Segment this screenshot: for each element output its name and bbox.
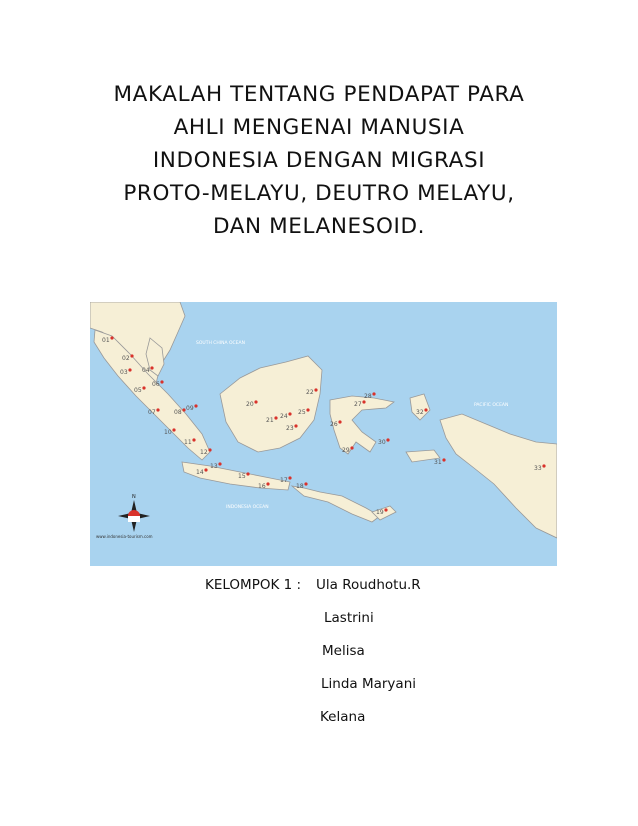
capital-dot bbox=[314, 388, 317, 391]
capital-dot bbox=[372, 392, 375, 395]
capital-dot bbox=[542, 464, 545, 467]
capital-dot bbox=[246, 472, 249, 475]
province-number-05: 05 bbox=[134, 387, 142, 394]
title-line-2: AHLI MENGENAI MANUSIA bbox=[173, 115, 465, 140]
province-number-17: 17 bbox=[280, 477, 288, 484]
capital-dot bbox=[160, 380, 163, 383]
province-number-22: 22 bbox=[306, 389, 314, 396]
capital-dot bbox=[384, 508, 387, 511]
province-number-07: 07 bbox=[148, 409, 156, 416]
capital-dot bbox=[424, 408, 427, 411]
province-number-12: 12 bbox=[200, 449, 208, 456]
title-line-5: DAN MELANESOID. bbox=[212, 214, 426, 239]
capital-dot bbox=[386, 438, 389, 441]
capital-dot bbox=[208, 448, 211, 451]
south-china-sea-label: SOUTH CHINA OCEAN bbox=[196, 341, 245, 346]
capital-dot bbox=[156, 408, 159, 411]
province-number-25: 25 bbox=[298, 409, 306, 416]
capital-dot bbox=[192, 438, 195, 441]
capital-dot bbox=[150, 366, 153, 369]
capital-dot bbox=[204, 468, 207, 471]
capital-dot bbox=[306, 408, 309, 411]
province-number-11: 11 bbox=[184, 439, 192, 446]
province-number-24: 24 bbox=[280, 413, 288, 420]
member-3: Melisa bbox=[322, 643, 365, 659]
indonesia-map bbox=[90, 302, 557, 566]
province-number-30: 30 bbox=[378, 439, 386, 446]
province-number-32: 32 bbox=[416, 409, 424, 416]
province-number-09: 09 bbox=[186, 405, 194, 412]
indonesia-ocean-label: INDONESIA OCEAN bbox=[226, 505, 269, 510]
province-number-13: 13 bbox=[210, 463, 218, 470]
capital-dot bbox=[172, 428, 175, 431]
province-number-28: 28 bbox=[364, 393, 372, 400]
province-number-14: 14 bbox=[196, 469, 204, 476]
capital-dot bbox=[338, 420, 341, 423]
title-line-4: PROTO-MELAYU, DEUTRO MELAYU, bbox=[123, 181, 515, 206]
province-number-31: 31 bbox=[434, 459, 442, 466]
title-line-3: INDONESIA DENGAN MIGRASI bbox=[152, 148, 486, 173]
province-number-19: 19 bbox=[376, 509, 384, 516]
title-line-1: MAKALAH TENTANG PENDAPAT PARA bbox=[113, 82, 525, 107]
province-number-04: 04 bbox=[142, 367, 150, 374]
capital-dot bbox=[288, 412, 291, 415]
capital-dot bbox=[194, 404, 197, 407]
capital-dot bbox=[442, 458, 445, 461]
province-number-27: 27 bbox=[354, 401, 362, 408]
capital-dot bbox=[218, 462, 221, 465]
province-number-03: 03 bbox=[120, 369, 128, 376]
capital-dot bbox=[266, 482, 269, 485]
group-label: KELOMPOK 1 : bbox=[205, 577, 302, 593]
capital-dot bbox=[130, 354, 133, 357]
province-number-21: 21 bbox=[266, 417, 274, 424]
pacific-ocean-label: PACIFIC OCEAN bbox=[474, 403, 509, 408]
province-number-26: 26 bbox=[330, 421, 338, 428]
capital-dot bbox=[274, 416, 277, 419]
province-number-33: 33 bbox=[534, 465, 542, 472]
compass-rose-flag-white bbox=[128, 516, 140, 522]
capital-dot bbox=[288, 476, 291, 479]
province-number-20: 20 bbox=[246, 401, 254, 408]
capital-dot bbox=[182, 408, 185, 411]
province-number-10: 10 bbox=[164, 429, 172, 436]
capital-dot bbox=[350, 446, 353, 449]
indonesia-map-graphic bbox=[90, 302, 557, 566]
province-number-02: 02 bbox=[122, 355, 130, 362]
document-title bbox=[60, 78, 578, 243]
province-number-23: 23 bbox=[286, 425, 294, 432]
capital-dot bbox=[294, 424, 297, 427]
website-label: www.indonesia-tourism.com bbox=[96, 534, 153, 539]
capital-dot bbox=[142, 386, 145, 389]
capital-dot bbox=[254, 400, 257, 403]
member-1: Ula Roudhotu.R bbox=[316, 577, 421, 593]
capital-dot bbox=[362, 400, 365, 403]
capital-dot bbox=[128, 368, 131, 371]
member-5: Kelana bbox=[320, 709, 366, 725]
member-2: Lastrini bbox=[324, 610, 374, 626]
province-number-18: 18 bbox=[296, 483, 304, 490]
province-number-06: 06 bbox=[152, 381, 160, 388]
province-number-15: 15 bbox=[238, 473, 246, 480]
member-4: Linda Maryani bbox=[321, 676, 417, 692]
province-number-01: 01 bbox=[102, 337, 110, 344]
province-number-08: 08 bbox=[174, 409, 182, 416]
capital-dot bbox=[304, 482, 307, 485]
compass-north-label: N bbox=[132, 494, 136, 500]
province-number-16: 16 bbox=[258, 483, 266, 490]
province-number-29: 29 bbox=[342, 447, 350, 454]
capital-dot bbox=[110, 336, 113, 339]
